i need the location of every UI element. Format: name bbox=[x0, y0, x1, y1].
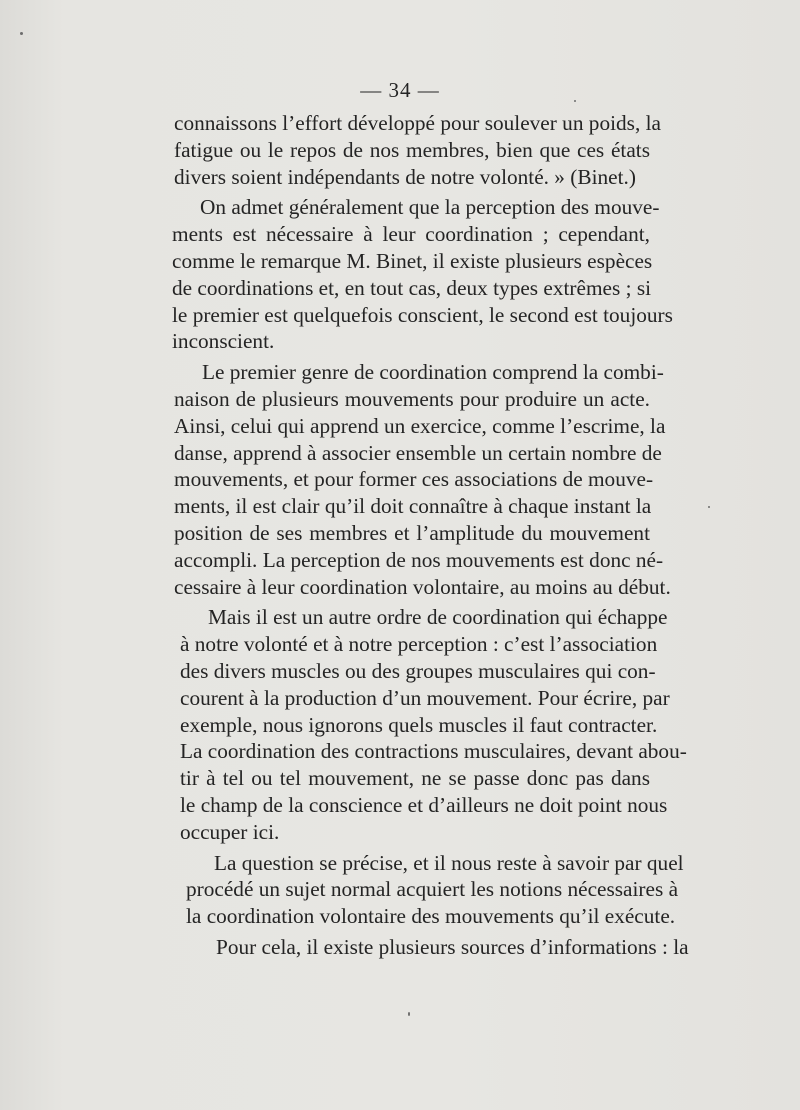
paper-speck bbox=[708, 506, 710, 508]
text-line: Mais il est un autre ordre de coordination qui échappe bbox=[208, 605, 668, 630]
paragraph-4 bbox=[180, 604, 687, 845]
text-line: On admet généralement que la perception des mouve- bbox=[200, 195, 660, 220]
text-line: mouvements, et pour former ces associations de mouve- bbox=[174, 467, 654, 492]
text-line: inconscient. bbox=[172, 329, 275, 354]
text-line: Ainsi, celui qui apprend un exercice, comme l’escrime, la bbox=[174, 413, 666, 438]
text-line: le premier est quelquefois conscient, le second est toujours bbox=[172, 302, 673, 327]
body-text bbox=[172, 110, 689, 965]
text-line: ments, il est clair qu’il doit connaître à chaque instant la bbox=[174, 494, 652, 519]
text-line: exemple, nous ignorons quels muscles il faut contracter. bbox=[180, 712, 658, 737]
text-line: comme le remarque M. Binet, il existe plusieurs espèces bbox=[172, 248, 653, 273]
paragraph-1 bbox=[174, 110, 661, 190]
text-line: occuper ici. bbox=[180, 819, 280, 844]
text-line: Le premier genre de coordination comprend la combi- bbox=[202, 360, 664, 385]
text-line: procédé un sujet normal acquiert les notions nécessaires à bbox=[186, 877, 679, 902]
text-line: accompli. La perception de nos mouvements est donc né- bbox=[174, 547, 664, 572]
text-line: à notre volonté et à notre perception : c’est l’association bbox=[180, 632, 658, 657]
text-line: divers soient indépendants de notre volonté. » (Binet.) bbox=[174, 164, 636, 189]
paper-speck bbox=[574, 100, 576, 102]
text-line: des divers muscles ou des groupes musculaires qui con- bbox=[180, 658, 656, 683]
text-line: de coordinations et, en tout cas, deux types extrêmes ; si bbox=[172, 275, 652, 300]
text-line: courent à la production d’un mouvement. Pour écrire, par bbox=[180, 685, 670, 710]
text-line: La question se précise, et il nous reste à savoir par quel bbox=[214, 850, 684, 875]
text-line: connaissons l’effort développé pour soulever un poids, la bbox=[174, 111, 661, 135]
text-line: Pour cela, il existe plusieurs sources d’informations : la bbox=[216, 934, 689, 959]
text-line: position de ses membres et l’amplitude du mouvement bbox=[174, 520, 650, 545]
paragraph-6 bbox=[188, 934, 689, 961]
text-line: naison de plusieurs mouvements pour produire un acte. bbox=[174, 386, 650, 411]
text-line: tir à tel ou tel mouvement, ne se passe donc pas dans bbox=[180, 766, 650, 791]
paragraph-5 bbox=[186, 850, 684, 930]
text-line: La coordination des contractions musculaires, devant abou- bbox=[180, 739, 687, 764]
text-line: la coordination volontaire des mouvements qu’il exécute. bbox=[186, 904, 676, 929]
paper-speck bbox=[408, 1012, 410, 1016]
text-line: cessaire à leur coordination volontaire, au moins au début. bbox=[174, 574, 671, 599]
text-line: ments est nécessaire à leur coordination ; cependant, bbox=[172, 222, 650, 247]
paragraph-2 bbox=[172, 194, 673, 355]
text-line: fatigue ou le repos de nos membres, bien que ces états bbox=[174, 137, 650, 162]
text-line: le champ de la conscience et d’ailleurs ne doit point nous bbox=[180, 792, 668, 817]
page-number: — 34 — bbox=[360, 78, 440, 102]
text-line: danse, apprend à associer ensemble un certain nombre de bbox=[174, 440, 662, 465]
paragraph-3 bbox=[174, 359, 671, 600]
paper-speck bbox=[20, 32, 23, 35]
